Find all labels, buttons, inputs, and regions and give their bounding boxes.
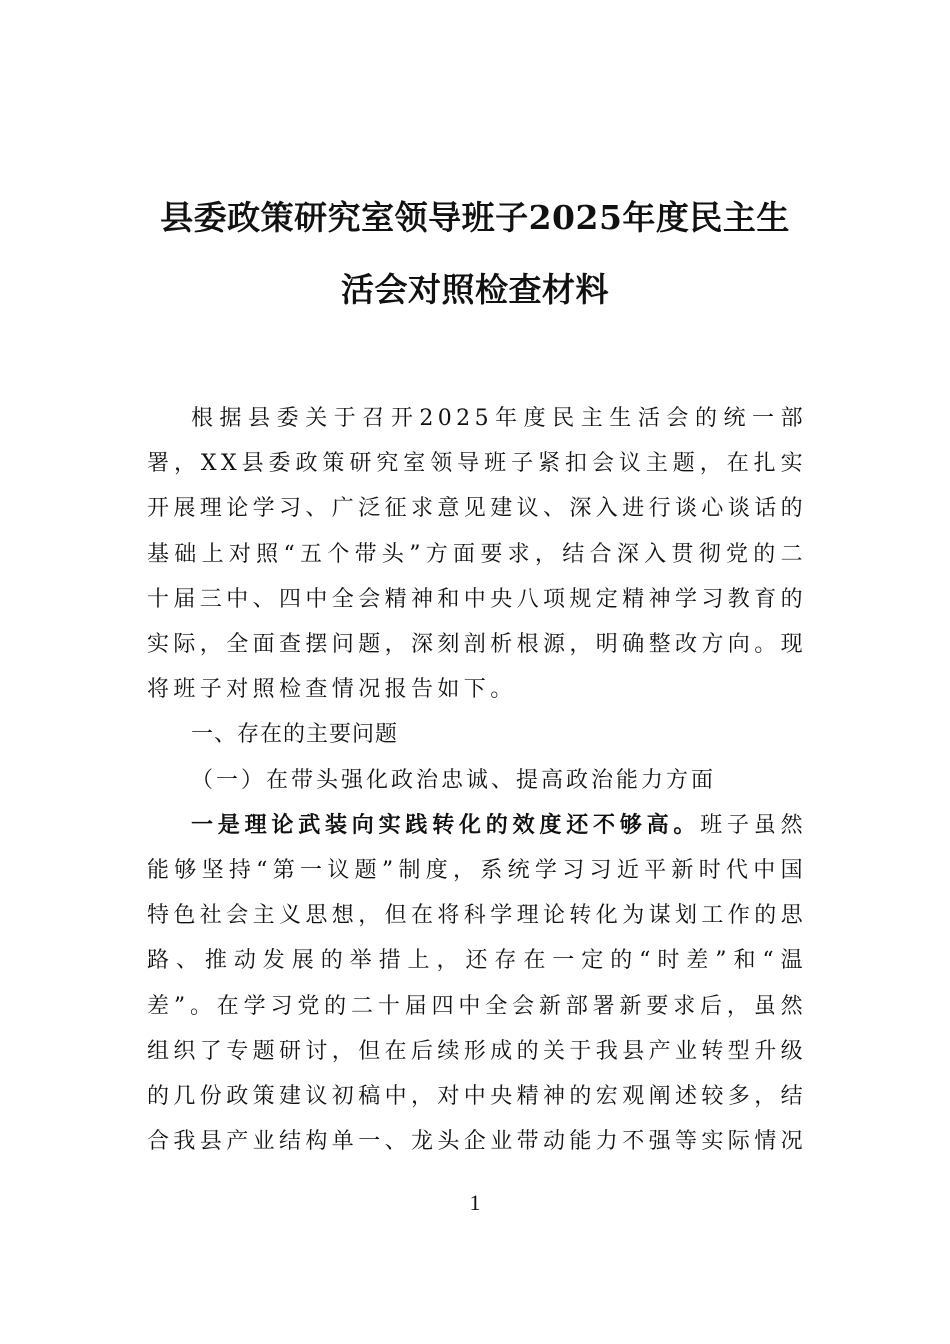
point-paragraph [147,803,807,1165]
section-heading: 一、存在的主要问题 [191,722,399,748]
point-text: 班子虽然能够坚持“第一议题”制度，系统学习习近平新时代中国特色社会主义思想，但在将科学理论转化为谋划工作的思路、推动发展的举措上，还存在一定的“时差”和“温差”。在学习党的二十届四中全会新部署新要求后，虽然组织了专题研讨，但在后续形成的关于我县产业转型升级的几份政策建议初稿中，对中央精神的宏观阐述较多，结合我县产业结构单一、龙头企业带动能力不强等实际情况 [147,812,808,1155]
document-body [147,396,807,1164]
point-lead: 一是理论武装向实践转化的效度还不够高。 [191,811,701,838]
document-title-line-1: 县委政策研究室领导班子2025年度民主生 [160,198,790,237]
subsection-heading: （一）在带头强化政治忠诚、提高政治能力方面 [191,767,717,793]
document-title-line-2: 活会对照检查材料 [341,270,609,309]
page-number: 1 [469,1190,481,1215]
intro-paragraph: 根据县委关于召开2025年度民主生活会的统一部署，XX县委政策研究室领导班子紧扣会议主题，在扎实开展理论学习、广泛征求意见建议、深入进行谈心谈话的基础上对照“五个带头”方面要求，结合深入贯彻党的二十届三中、四中全会精神和中央八项规定精神学习教育的实际，全面查摆问题，深刻剖析根源，明确整改方向。现将班子对照检查情况报告如下。 [147,406,808,703]
